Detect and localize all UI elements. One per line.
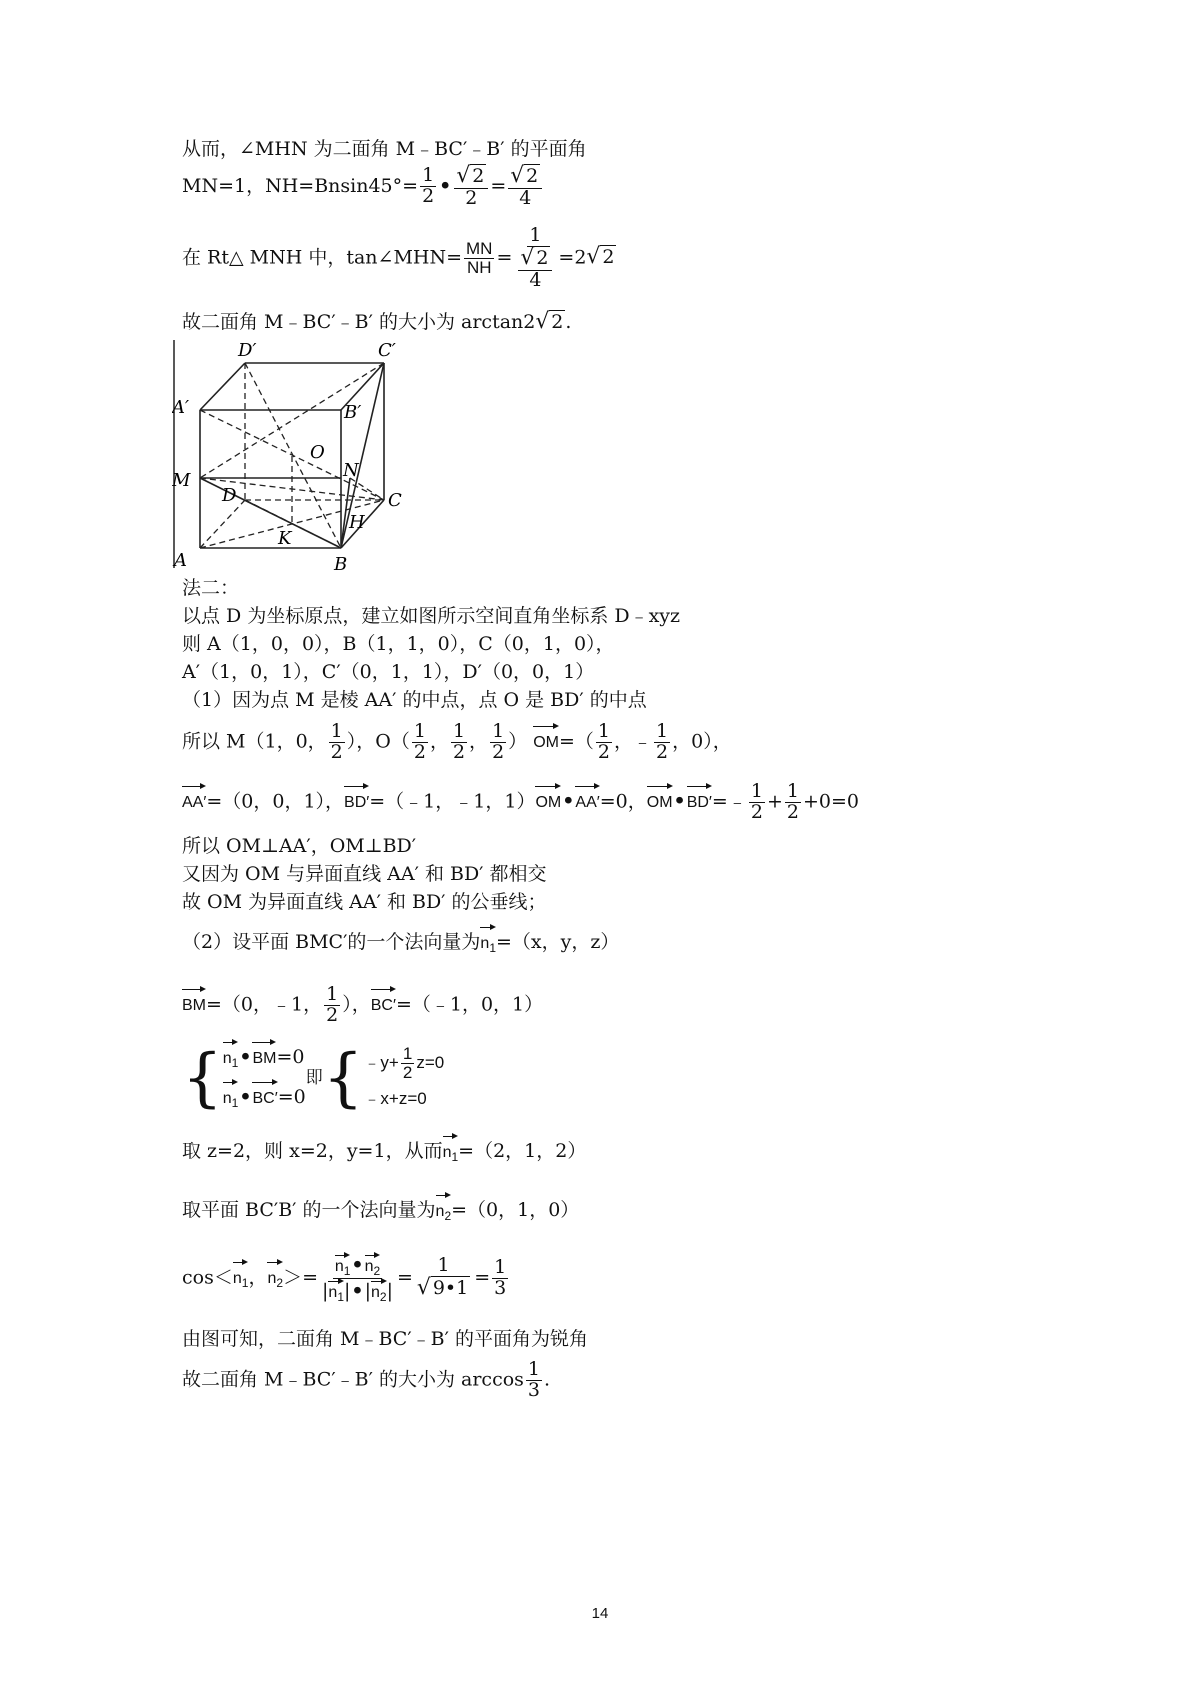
label-d-prime: D′ xyxy=(238,340,257,361)
label-b-prime: B′ xyxy=(344,402,362,423)
equation-system: { $n_1•BM=0$ $n_1•BC'=0$ 即{ ﹣y+ $\frac{1}{2}$ z=0 ﹣x+z=0 xyxy=(182,1041,445,1116)
method-two-heading: 法二： xyxy=(182,577,240,599)
label-a-prime: A′ xyxy=(172,397,190,418)
question-two-text: （2）设平面 BMC′的一个法向量为$n_1=(x$，y，z） xyxy=(182,925,619,961)
label-c: C xyxy=(388,490,402,511)
label-c-prime: C′ xyxy=(378,340,396,361)
formula-nh: MN=1，NH=Bnsin45°= $\frac{1}{2}$ • $\frac{√ 2}{2}$ = $\frac{√ 2}{4}$ xyxy=(182,165,544,209)
label-o: O xyxy=(310,442,325,463)
formula-cos: $\cos<n_1$，$n_2>=$ $\frac{n_1•n_2}{|n_1|•|n_2|}$ = $\frac{1}{√ 9•1}$ = $\frac{1}{3}$ xyxy=(182,1254,507,1304)
question-one-text: （1）因为点 M 是棱 AA′ 的中点，点 O 是 BD′ 的中点 xyxy=(182,689,647,711)
perpendicular-text: 所以 OM⊥AA′，OM⊥BD′ xyxy=(182,835,417,857)
points-line-1: 则 A（1，0，0），B（1，1，0），C（0，1，0）， xyxy=(182,633,615,655)
page-number: 14 xyxy=(591,1605,609,1622)
label-b: B xyxy=(334,554,348,575)
acute-angle-text: 由图可知，二面角 M﹣BC′﹣B′ 的平面角为锐角 xyxy=(182,1328,588,1350)
label-h: H xyxy=(349,512,365,533)
label-d: D xyxy=(222,485,237,506)
intersect-text: 又因为 OM 与异面直线 AA′ 和 BD′ 都相交 xyxy=(182,863,547,885)
take-n2-text: 取平面 BC′B′ 的一个法向量为$n_2=(0$，1，0） xyxy=(182,1193,579,1229)
text-line-plane-angle: 从而，∠MHN 为二面角 M﹣BC′﹣B′ 的平面角 xyxy=(182,138,587,160)
take-z-text: 取 z=2，则 x=2，y=1，从而$n_1=(2$，1，2） xyxy=(182,1134,586,1170)
points-line-2: A′（1，0，1），C′（0，1，1），D′（0，0，1） xyxy=(182,661,595,683)
label-n: N xyxy=(343,460,359,481)
label-a: A xyxy=(174,550,187,571)
result-arctan: 故二面角 M﹣BC′﹣B′ 的大小为 arctan2√ 2 . xyxy=(182,309,572,334)
coord-system-text: 以点 D 为坐标原点，建立如图所示空间直角坐标系 D﹣xyz xyxy=(182,605,681,627)
label-k: K xyxy=(278,528,292,549)
formula-tan: 在 Rt△ MNH 中，tan∠MHN= $\frac{MN}{NH}$ = $\frac{1}{\frac{√ 2}{4}}$ =2√ 2 xyxy=(182,224,615,291)
formula-dot-products: AA′=（0，0，1），BD′=（﹣1，﹣1，1）OM•AA′=0，OM•BD′=﹣ $\frac{1}{2}$ + $\frac{1}{2}$ +0=0 xyxy=(182,780,859,823)
formula-m-o-om: 所以 M（1，0， $\frac{1}{2}$ ），O（ $\frac{1}{2}$ ， $\frac{1}{2}$ ， $\frac{1}{2}$ ） OM=（ $\frac{1}{2}$ ，﹣ $\frac{1}{2}$ ，0）， xyxy=(182,720,732,763)
common-perpendicular-text: 故 OM 为异面直线 AA′ 和 BD′ 的公垂线； xyxy=(182,891,547,913)
formula-bm-bc: BM=（0，﹣1， $\frac{1}{2}$ ），BC′=（﹣1，0，1） xyxy=(182,983,544,1026)
label-m: M xyxy=(172,470,191,491)
cube-figure xyxy=(172,338,422,578)
result-arccos: 故二面角 M﹣BC′﹣B′ 的大小为 arccos $\frac{1}{3}$ . xyxy=(182,1358,551,1401)
